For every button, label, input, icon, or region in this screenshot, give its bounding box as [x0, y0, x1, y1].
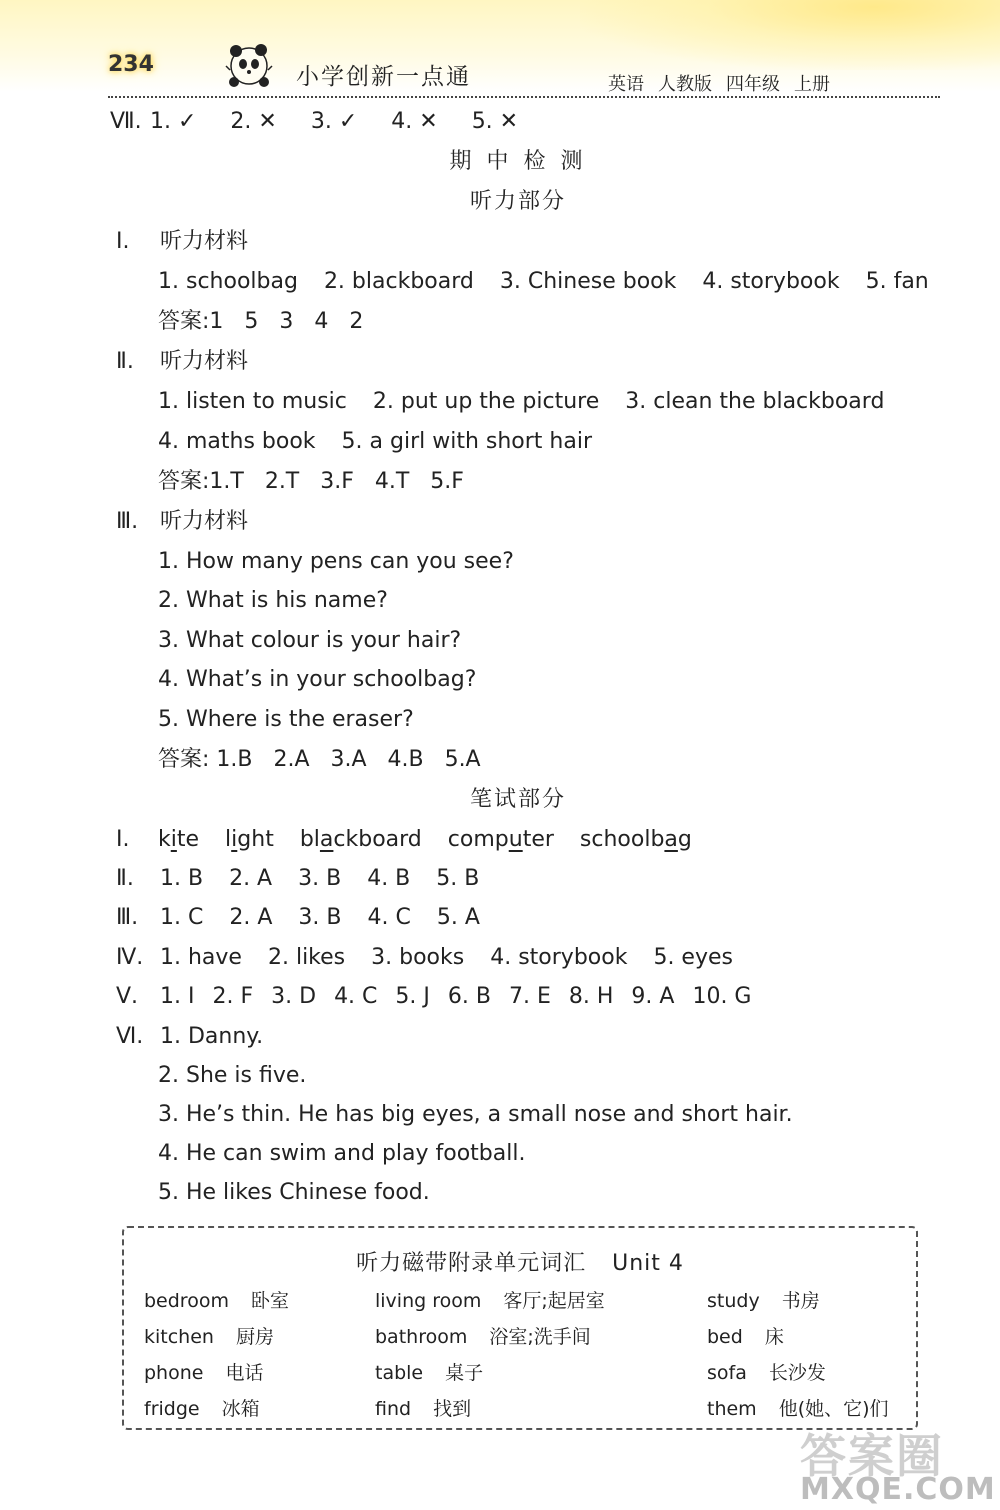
answer-sentence: 2. She is five. [158, 1063, 307, 1088]
vocab-entry [144, 1286, 289, 1313]
answer-item: 3. books [371, 945, 465, 970]
vocab-zh: 卧室 [250, 1290, 289, 1312]
answer-item: 1. have [160, 945, 242, 970]
word-part: l [225, 827, 232, 852]
word-part: ght [237, 827, 274, 852]
answer-sentence: 4. He can swim and play football. [158, 1141, 526, 1166]
question-line: 4. What’s in your schoolbag? [158, 667, 477, 692]
answer-item: 1. C [160, 905, 204, 930]
answer-item: 10. G [692, 984, 752, 1009]
list-item: 5. a girl with short hair [341, 429, 593, 454]
page-number: 234 [108, 52, 154, 77]
vocab-en: bed [707, 1326, 743, 1348]
vocab-entry [144, 1322, 274, 1349]
listening-ii-items-1 [158, 388, 884, 416]
underlined-letter: a [319, 827, 334, 852]
listening-iii-roman: Ⅲ. [116, 509, 139, 534]
word-part: comp [447, 827, 509, 852]
answer-item: 4. B [367, 866, 411, 891]
written-v-roman: Ⅴ. [116, 984, 139, 1009]
list-item: 1. schoolbag [158, 269, 298, 294]
vocab-entry [707, 1358, 826, 1385]
list-item: 2. put up the picture [372, 389, 600, 414]
word-kite [158, 827, 199, 852]
section-vii-answers [110, 108, 518, 136]
vocab-zh: 长沙发 [768, 1362, 826, 1384]
answer-item: 1. B [160, 866, 204, 891]
answer-item: 5. J [395, 984, 430, 1009]
answer-sentence: 1. Danny. [160, 1024, 264, 1049]
word-blackboard [300, 827, 422, 852]
written-section-title: 笔试部分 [469, 787, 566, 812]
word-part: k [158, 827, 171, 852]
word-light [225, 827, 274, 852]
answer-sentence: 3. He’s thin. He has big eyes, a small nose and short hair. [158, 1102, 793, 1127]
vocab-en: living room [375, 1290, 482, 1312]
grade-label: 四年级 [726, 74, 780, 95]
listening-i-items [158, 268, 929, 296]
list-item: 3. clean the blackboard [625, 389, 885, 414]
answer-item: 5. ✕ [471, 109, 519, 134]
vocab-en: phone [144, 1362, 204, 1384]
book-meta [608, 70, 844, 96]
answer-item: 4. ✕ [391, 109, 438, 134]
question-line: 2. What is his name? [158, 588, 388, 613]
vocab-zh: 厨房 [235, 1326, 274, 1348]
question-line: 3. What colour is your hair? [158, 628, 462, 653]
listening-ii-title: 听力材料 [160, 349, 249, 374]
written-iii-roman: Ⅲ. [116, 905, 139, 930]
list-item: 3. Chinese book [499, 269, 677, 294]
list-item: 5. fan [865, 269, 929, 294]
listening-i-answer: 答案:1 5 3 4 2 [158, 309, 364, 334]
vocabulary-unit: Unit 4 [612, 1251, 684, 1276]
vocab-zh: 床 [764, 1326, 784, 1348]
vocab-en: find [375, 1398, 412, 1420]
answer-item: 5. A [436, 905, 480, 930]
book-title: 小学创新一点通 [296, 64, 471, 90]
header-background [0, 0, 1000, 92]
answer-item: 7. E [508, 984, 551, 1009]
written-i-answers [116, 826, 692, 854]
underlined-letter: a [664, 827, 678, 852]
vocab-zh: 客厅;起居室 [503, 1290, 605, 1312]
vocab-entry [375, 1286, 605, 1313]
listening-i-roman: Ⅰ. [116, 229, 130, 254]
listening-ii-answer: 答案:1.T 2.T 3.F 4.T 5.F [158, 469, 464, 494]
listening-section-title: 听力部分 [469, 189, 566, 214]
vocab-entry [707, 1286, 820, 1313]
answer-item: 2. ✕ [230, 109, 277, 134]
midterm-title: 期 中 检 测 [449, 149, 587, 174]
vocabulary-title-text: 听力磁带附录单元词汇 [356, 1251, 587, 1276]
word-part: te [176, 827, 200, 852]
panda-mascot-icon [224, 40, 274, 88]
listening-iii-title: 听力材料 [160, 509, 249, 534]
word-computer [448, 827, 554, 852]
answer-item: 5. B [436, 866, 480, 891]
vocab-en: table [375, 1362, 424, 1384]
subject-label: 英语 [608, 74, 644, 95]
question-line: 1. How many pens can you see? [158, 549, 514, 574]
written-iv-roman: Ⅳ. [116, 945, 144, 970]
answer-sentence: 5. He likes Chinese food. [158, 1180, 430, 1205]
answer-item: 4. C [367, 905, 411, 930]
vocab-zh: 他(她、它)们 [778, 1398, 889, 1420]
vocab-entry [707, 1394, 889, 1421]
answer-item: 4. storybook [490, 945, 628, 970]
underlined-letter: i [170, 827, 177, 852]
underlined-letter: u [508, 827, 523, 852]
listening-i-heading [116, 228, 248, 256]
written-ii-answers [116, 865, 479, 893]
volume-label: 上册 [794, 74, 830, 95]
question-line: 5. Where is the eraser? [158, 707, 414, 732]
vocab-en: study [707, 1290, 760, 1312]
listening-i-title: 听力材料 [160, 229, 249, 254]
list-item: 4. storybook [702, 269, 840, 294]
edition-label: 人教版 [658, 74, 712, 95]
site-watermark [790, 1420, 995, 1505]
word-part: schoolb [579, 827, 665, 852]
vocab-entry [144, 1358, 263, 1385]
vocab-en: kitchen [144, 1326, 214, 1348]
answer-item: 3. B [298, 905, 342, 930]
word-part: ter [522, 827, 554, 852]
written-v-answers [116, 983, 751, 1011]
answer-item: 8. H [568, 984, 614, 1009]
vocab-entry [375, 1358, 483, 1385]
underlined-letter: i [231, 827, 238, 852]
watermark-text: 答案圈 [800, 1429, 944, 1483]
answer-item: 3. ✓ [310, 109, 358, 134]
word-part: ckboard [333, 827, 422, 852]
vocab-entry [375, 1322, 591, 1349]
vocab-en: them [707, 1398, 757, 1420]
header-divider [108, 96, 940, 98]
list-item: 4. maths book [158, 429, 316, 454]
answer-item: 3. B [298, 866, 342, 891]
answer-item: 2. F [212, 984, 254, 1009]
listening-ii-roman: Ⅱ. [116, 349, 134, 374]
vocab-zh: 找到 [433, 1398, 472, 1420]
answer-item: 1. I [160, 984, 195, 1009]
listening-ii-items-2 [158, 428, 592, 456]
answer-item: 2. A [229, 866, 273, 891]
listening-iii-answer: 答案: 1.B 2.A 3.A 4.B 5.A [158, 747, 481, 772]
answer-item: 3. D [271, 984, 317, 1009]
list-item: 1. listen to music [158, 389, 347, 414]
vocab-en: bedroom [144, 1290, 229, 1312]
written-vi-line-1 [116, 1023, 263, 1051]
written-ii-roman: Ⅱ. [116, 866, 134, 891]
written-vi-roman: Ⅵ. [116, 1024, 144, 1049]
word-schoolbag [580, 827, 692, 852]
answer-item: 9. A [631, 984, 675, 1009]
vocabulary-title [124, 1246, 916, 1277]
vocab-zh: 电话 [225, 1362, 264, 1384]
listening-iii-heading [116, 508, 248, 536]
vocab-en: bathroom [375, 1326, 468, 1348]
list-item: 2. blackboard [323, 269, 474, 294]
written-iii-answers [116, 904, 480, 932]
answer-item: 1. ✓ [150, 109, 197, 134]
vocab-en: sofa [707, 1362, 747, 1384]
answer-item: 5. eyes [653, 945, 733, 970]
written-i-roman: Ⅰ. [116, 827, 130, 852]
answer-item: 2. likes [267, 945, 346, 970]
answer-item: 2. A [229, 905, 273, 930]
section-vii-roman: Ⅶ. [110, 109, 142, 134]
vocab-zh: 书房 [781, 1290, 820, 1312]
vocab-en: fridge [144, 1398, 200, 1420]
vocabulary-box [122, 1226, 918, 1430]
vocab-entry [375, 1394, 471, 1421]
word-part: bl [299, 827, 320, 852]
word-part: g [677, 827, 692, 852]
vocab-zh: 冰箱 [221, 1398, 260, 1420]
vocab-entry [707, 1322, 784, 1349]
watermark-url: MXQE.COM [800, 1472, 996, 1507]
listening-ii-heading [116, 348, 248, 376]
written-iv-answers [116, 944, 733, 972]
vocab-zh: 浴室;洗手间 [489, 1326, 591, 1348]
vocab-zh: 桌子 [445, 1362, 484, 1384]
vocab-entry [144, 1394, 260, 1421]
answer-item: 6. B [447, 984, 491, 1009]
answer-item: 4. C [334, 984, 378, 1009]
